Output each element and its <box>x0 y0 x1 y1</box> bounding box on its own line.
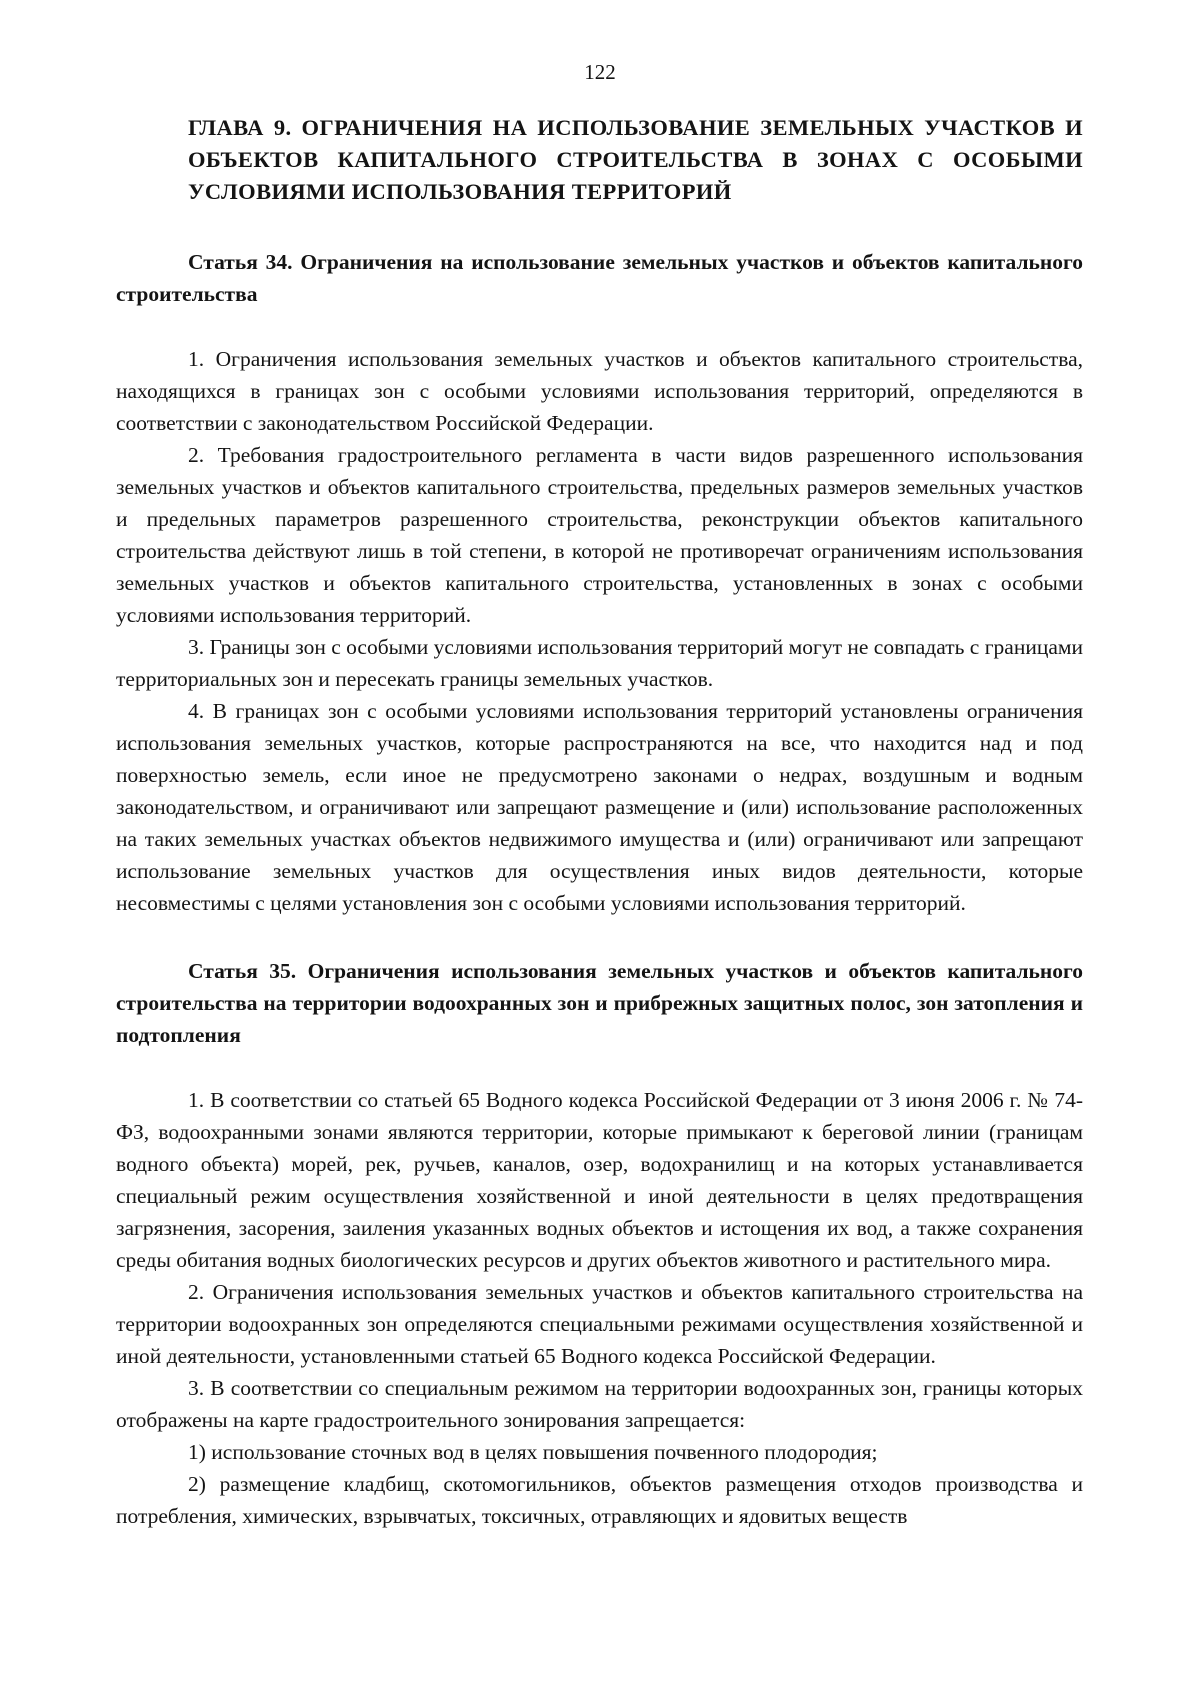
chapter-title: ГЛАВА 9. ОГРАНИЧЕНИЯ НА ИСПОЛЬЗОВАНИЕ ЗЕМЕЛЬНЫХ УЧАСТКОВ И ОБЪЕКТОВ КАПИТАЛЬНОГО СТРОИТЕЛЬСТВА В ЗОНАХ С ОСОБЫМИ УСЛОВИЯМИ ИСПОЛЬЗОВАНИЯ ТЕРРИТОРИЙ <box>188 115 1083 204</box>
article-35-paragraph-1: 1. В соответствии со статьей 65 Водного кодекса Российской Федерации от 3 июня 2006 г. № 74-ФЗ, водоохранными зонами являются территории, которые примыкают к береговой линии (границам водного объекта) морей, рек, ручьев, каналов, озер, водохранилищ и на которых устанавливается специальный режим осуществления хозяйственной и иной деятельности в целях предотвращения загрязнения, засорения, заиления указанных водных объектов и истощения их вод, а также сохранения среды обитания водных биологических ресурсов и других объектов животного и растительного мира. <box>116 1088 1083 1272</box>
article-34-title: Статья 34. Ограничения на использование земельных участков и объектов капитального строительства <box>116 250 1083 306</box>
article-34-body <box>116 343 1083 919</box>
article-34-paragraph-3: 3. Границы зон с особыми условиями использования территорий могут не совпадать с границами территориальных зон и пересекать границы земельных участков. <box>116 635 1083 691</box>
article-35-body <box>116 1084 1083 1532</box>
article-35-list-item-1: 1) использование сточных вод в целях повышения почвенного плодородия; <box>188 1440 878 1464</box>
article-35-paragraph-2: 2. Ограничения использования земельных участков и объектов капитального строительства на территории водоохранных зон определяются специальными режимами осуществления хозяйственной и иной деятельности, установленными статьей 65 Водного кодекса Российской Федерации. <box>116 1280 1083 1368</box>
article-34-paragraph-2: 2. Требования градостроительного регламента в части видов разрешенного использования земельных участков и объектов капитального строительства, предельных размеров земельных участков и предельных параметров разрешенного строительства, реконструкции объектов капитального строительства действуют лишь в той степени, в которой не противоречат ограничениям использования земельных участков и объектов капитального строительства, установленных в зонах с особыми условиями использования территорий. <box>116 443 1083 627</box>
article-35-paragraph-3: 3. В соответствии со специальным режимом на территории водоохранных зон, границы которых отображены на карте градостроительного зонирования запрещается: <box>116 1376 1083 1432</box>
article-34-paragraph-1: 1. Ограничения использования земельных участков и объектов капитального строительства, находящихся в границах зон с особыми условиями использования территорий, определяются в соответствии с законодательством Российской Федерации. <box>116 347 1083 435</box>
article-35-title: Статья 35. Ограничения использования земельных участков и объектов капитального строительства на территории водоохранных зон и прибрежных защитных полос, зон затопления и подтопления <box>116 959 1083 1047</box>
page-number: 122 <box>584 60 616 84</box>
page-content <box>116 112 1083 1532</box>
article-35-list-item-2: 2) размещение кладбищ, скотомогильников, объектов размещения отходов производства и потребления, химических, взрывчатых, токсичных, отравляющих и ядовитых веществ <box>116 1472 1083 1528</box>
article-34-paragraph-4: 4. В границах зон с особыми условиями использования территорий установлены ограничения использования земельных участков, которые распространяются на все, что находится над и под поверхностью земель, если иное не предусмотрено законами о недрах, воздушным и водным законодательством, и ограничивают или запрещают размещение и (или) использование расположенных на таких земельных участках объектов недвижимого имущества и (или) ограничивают или запрещают использование земельных участков для осуществления иных видов деятельности, которые несовместимы с целями установления зон с особыми условиями использования территорий. <box>116 699 1083 915</box>
